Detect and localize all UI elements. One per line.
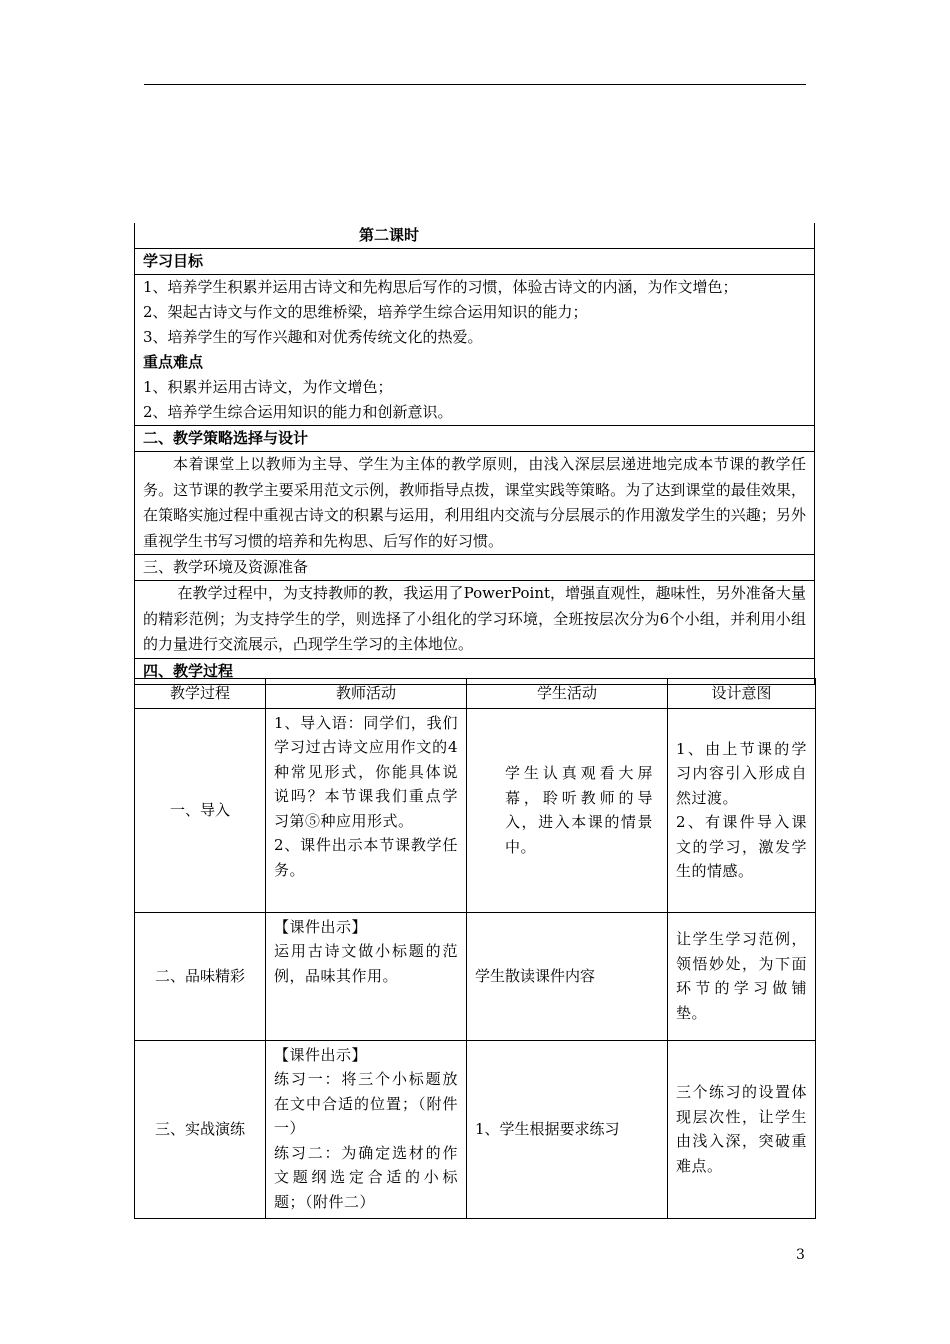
column-header: 设计意图 <box>668 679 816 709</box>
teacher-activity: 【课件出示】 <box>274 917 368 936</box>
teacher-cell <box>266 708 467 912</box>
key-point-item: 1、积累并运用古诗文，为作文增色； <box>143 378 393 396</box>
student-cell: 学生认真观看大屏幕，聆听教师的导入，进入本课的情景中。 <box>467 708 668 912</box>
table-row <box>135 1040 816 1218</box>
teacher-activity: 练习二：为确定选材的作文题纲选定合适的小标题；（附件二） <box>274 1143 458 1211</box>
table-row <box>135 912 816 1040</box>
stage-cell: 三、实战演练 <box>135 1040 266 1218</box>
intent-cell <box>668 708 816 912</box>
page-number: 3 <box>796 1247 805 1263</box>
column-header: 学生活动 <box>467 679 668 709</box>
teacher-activity: 2、课件出示本节课教学任务。 <box>274 836 458 879</box>
teacher-activity: 运用古诗文做小标题的范例，品味其作用。 <box>274 942 458 985</box>
design-intent: 让学生学习范例，领悟妙处，为下面环节的学习做铺垫。 <box>676 930 807 1022</box>
design-intent: 2、有课件导入课文的学习，激发学生的情感。 <box>676 813 807 880</box>
lesson-title: 第二课时 <box>359 226 420 244</box>
table-row <box>135 708 816 912</box>
header-rule <box>144 84 806 85</box>
objective-item: 2、架起古诗文与作文的思维桥梁，培养学生综合运用知识的能力； <box>143 303 588 321</box>
objectives-heading: 学习目标 <box>143 252 204 270</box>
column-header: 教师活动 <box>266 679 467 709</box>
environment-section <box>135 554 814 580</box>
table-header-row <box>135 679 816 709</box>
environment-text: 在教学过程中，为支持教师的教，我运用了PowerPoint，增强直观性，趣味性，另外准备大量的精彩范例；为支持学生的学，则选择了小组化的学习环境，全班按层次分为6个小组，并利用小组的力量进行交流展示，凸现学生学习的主体地位。 <box>135 580 814 658</box>
student-cell: 学生散读课件内容 <box>467 912 668 1040</box>
student-cell: 1、学生根据要求练习 <box>467 1040 668 1218</box>
key-point-item: 2、培养学生综合运用知识的能力和创新意识。 <box>143 403 453 421</box>
strategy-text: 本着课堂上以教师为主导、学生为主体的教学原则，由浅入深层层递进地完成本节课的教学任务。这节课的教学主要采用范文示例，教师指导点拨，课堂实践等策略。为了达到课堂的最佳效果，在策略实施过程中重视古诗文的积累与运用，利用组内交流与分层展示的作用激发学生的兴趣；另外重视学生书写习惯的培养和先构思、后写作的好习惯。 <box>135 451 814 554</box>
strategy-heading: 二、教学策略选择与设计 <box>143 429 309 447</box>
lesson-plan-box <box>134 223 815 685</box>
intent-cell <box>668 1040 816 1218</box>
key-points-heading: 重点难点 <box>143 353 204 371</box>
teacher-activity: 1、导入语：同学们，我们学习过古诗文应用作文的4种常见形式，你能具体说说吗？本节课我们重点学习第⑤种应用形式。 <box>274 713 458 830</box>
process-heading: 四、教学过程 <box>143 661 234 680</box>
stage-cell: 一、导入 <box>135 708 266 912</box>
design-intent: 三个练习的设置体现层次性，让学生由浅入深，突破重难点。 <box>676 1083 807 1175</box>
environment-heading: 三、教学环境及资源准备 <box>143 558 309 576</box>
teacher-activity: 练习一：将三个小标题放在文中合适的位置；（附件一） <box>274 1070 458 1137</box>
intent-cell <box>668 912 816 1040</box>
teacher-cell <box>266 1040 467 1218</box>
process-table <box>134 678 816 1219</box>
objectives-list <box>135 274 814 425</box>
column-header: 教学过程 <box>135 679 266 709</box>
strategy-section <box>135 425 814 451</box>
objective-item: 1、培养学生积累并运用古诗文和先构思后写作的习惯，体验古诗文的内涵，为作文增色； <box>143 278 738 296</box>
teacher-cell <box>266 912 467 1040</box>
teacher-activity: 【课件出示】 <box>274 1045 368 1064</box>
stage-cell: 二、品味精彩 <box>135 912 266 1040</box>
objective-item: 3、培养学生的写作兴趣和对优秀传统文化的热爱。 <box>143 328 483 346</box>
objectives-section <box>135 248 814 274</box>
design-intent: 1、由上节课的学习内容引入形成自然过渡。 <box>676 739 807 807</box>
